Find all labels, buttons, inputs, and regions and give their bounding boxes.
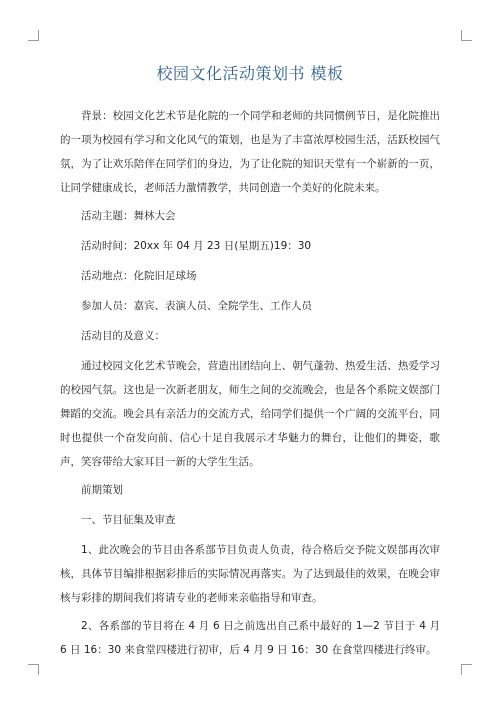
crop-mark-top-left [28, 30, 39, 41]
activity-participants: 参加人员：嘉宾、表演人员、全院学生、工作人员 [81, 300, 312, 312]
document-page [60, 62, 440, 666]
background-paragraph: 背景：校园文化艺术节是化院的一个同学和老师的共同惯例节日，是化院推出的一项为校园有学习和文化风气的策划，也是为了丰富浓厚校园生活，活跃校园气氛，为了让欢乐陪伴在同学们的身边，为了让化院的知识天堂有一个崭新的一页，让同学健康成长，老师活力激情教学，共同创造一个美好的化院未来。 [60, 110, 440, 194]
activity-theme: 活动主题：舞林大会 [81, 210, 176, 222]
crop-mark-bottom-left [28, 664, 39, 675]
document-title: 校园文化活动策划书 模板 [156, 64, 344, 83]
activity-time: 活动时间：20xx 年 04 月 23 日(星期五)19：30 [81, 240, 312, 252]
item-one-paragraph: 1、此次晚会的节目由各系部节目负责人负责，待合格后交予院文娱部再次审核，具体节目编排根据彩排后的实际情况再落实。为了达到最佳的效果，在晚会审核与彩排的期间我们将请专业的老师来亲临指导和审查。 [60, 544, 440, 604]
crop-mark-bottom-right [461, 664, 472, 675]
early-planning-heading: 前期策划 [81, 484, 123, 496]
crop-mark-top-right [461, 30, 472, 41]
section-one-heading: 一、节目征集及审查 [81, 514, 176, 526]
item-two-paragraph: 2、各系部的节目将在 4 月 6 日之前选出自己系中最好的 1—2 节目于 4 月 6 日 16：30 来食堂四楼进行初审，后 4 月 9 日 16：30 在食堂四楼进行终审。 [60, 620, 440, 656]
activity-location: 活动地点：化院旧足球场 [81, 270, 197, 282]
purpose-paragraph: 通过校园文化艺术节晚会，营造出团结向上、朝气蓬勃、热爱生活、热爱学习的校园气氛。这也是一次新老朋友，师生之间的交流晚会，也是各个系院文娱部门舞蹈的交流。晚会具有亲活力的交流方式，给同学们提供一个广阔的交流平台，同时也提供一个奋发向前、信心十足自我展示才华魅力的舞台，让他们的舞姿，歌声，笑容带给大家耳目一新的大学生生活。 [60, 360, 440, 468]
purpose-heading: 活动目的及意义： [81, 330, 165, 342]
